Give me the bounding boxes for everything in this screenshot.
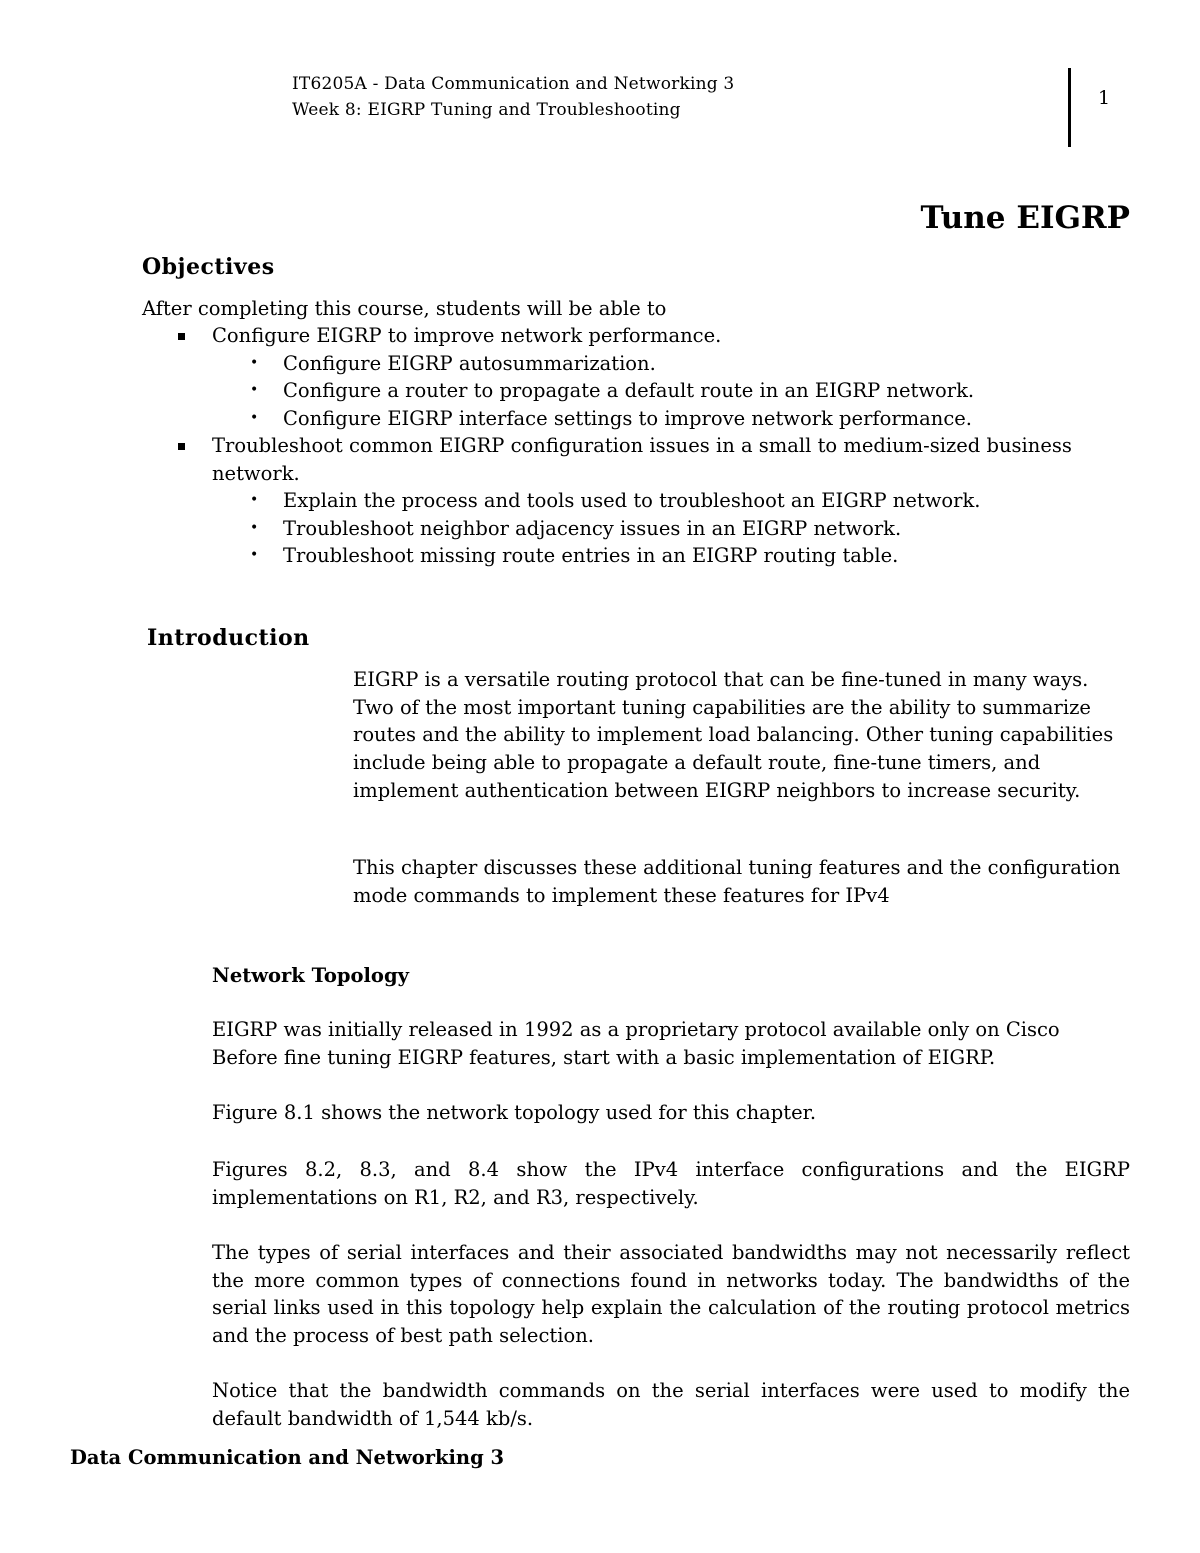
intro-para1-line: implement authentication between EIGRP neighbors to increase security.: [353, 779, 1081, 802]
square-bullet-icon: [178, 333, 185, 340]
objective-subitem: Configure EIGRP interface settings to improve network performance.: [283, 407, 973, 430]
header-week-line: Week 8: EIGRP Tuning and Troubleshooting: [292, 100, 681, 120]
topology-p3: Figures 8.2, 8.3, and 8.4 show the IPv4 interface configurations and the EIGRP implementations on R1, R2, and R3, respectively.: [212, 1158, 1130, 1209]
round-bullet-icon: •: [250, 547, 259, 563]
intro-para1-line: EIGRP is a versatile routing protocol that can be fine-tuned in many ways.: [353, 668, 1089, 691]
objective-subitem: Configure a router to propagate a default route in an EIGRP network.: [283, 379, 975, 402]
introduction-heading: Introduction: [147, 625, 310, 651]
round-bullet-icon: •: [250, 492, 259, 508]
header-course-line: IT6205A - Data Communication and Networking 3: [292, 74, 735, 94]
round-bullet-icon: •: [250, 355, 259, 371]
intro-para1-line: include being able to propagate a default route, fine-tune timers, and: [353, 751, 1041, 774]
objectives-intro: After completing this course, students will be able to: [142, 297, 667, 320]
intro-para1-line: routes and the ability to implement load balancing. Other tuning capabilities: [353, 723, 1114, 746]
page-number: 1: [1098, 87, 1111, 109]
objective-item-1: Configure EIGRP to improve network performance.: [212, 324, 722, 347]
objective-subitem: Troubleshoot missing route entries in an EIGRP routing table.: [283, 544, 899, 567]
topology-p4: The types of serial interfaces and their associated bandwidths may not necessarily reflect the more common types of connections found in networks today. The bandwidths of the serial links used in this topology help explain the calculation of the routing protocol metrics and the process of best path selection.: [212, 1241, 1130, 1347]
topology-p2: Figure 8.1 shows the network topology used for this chapter.: [212, 1101, 817, 1124]
intro-para2-line: mode commands to implement these features for IPv4: [353, 884, 890, 907]
objective-subitem: Configure EIGRP autosummarization.: [283, 352, 656, 375]
network-topology-heading: Network Topology: [212, 964, 409, 987]
objective-subitem: Troubleshoot neighbor adjacency issues in an EIGRP network.: [283, 517, 902, 540]
topology-p1-line: Before fine tuning EIGRP features, start with a basic implementation of EIGRP.: [212, 1046, 996, 1069]
objective-item-2-line2: network.: [212, 462, 300, 485]
round-bullet-icon: •: [250, 410, 259, 426]
square-bullet-icon: [178, 443, 185, 450]
page-footer: Data Communication and Networking 3: [70, 1446, 505, 1469]
round-bullet-icon: •: [250, 520, 259, 536]
intro-para1-line: Two of the most important tuning capabilities are the ability to summarize: [353, 696, 1091, 719]
page-title: Tune EIGRP: [920, 200, 1130, 236]
objective-item-2-line1: Troubleshoot common EIGRP configuration issues in a small to medium-sized business: [212, 434, 1072, 457]
intro-para2-line: This chapter discusses these additional tuning features and the configuration: [353, 856, 1121, 879]
header-divider: [1068, 68, 1071, 147]
topology-p1-line: EIGRP was initially released in 1992 as a proprietary protocol available only on Cisco: [212, 1018, 1060, 1041]
objective-subitem: Explain the process and tools used to troubleshoot an EIGRP network.: [283, 489, 981, 512]
objectives-heading: Objectives: [142, 254, 275, 280]
round-bullet-icon: •: [250, 382, 259, 398]
topology-p5: Notice that the bandwidth commands on the serial interfaces were used to modify the default bandwidth of 1,544 kb/s.: [212, 1379, 1130, 1430]
